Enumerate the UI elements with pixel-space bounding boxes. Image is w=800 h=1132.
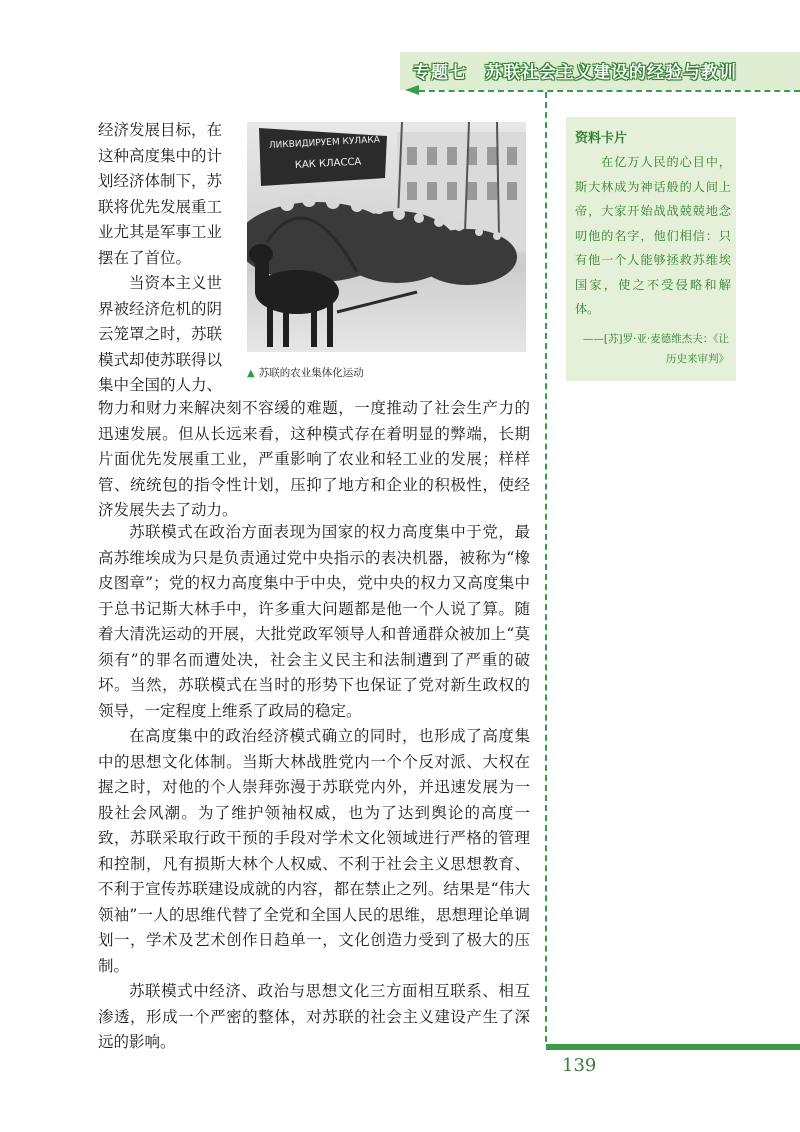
card-body: 在亿万人民的心目中，斯大林成为神话般的人间上帝，大家开始战战兢兢地念叨他的名字，他们相信：只有他一个人能够拯救苏维埃国家，使之不受侵略和解体。: [575, 155, 731, 316]
caption-text: 苏联的农业集体化运动: [258, 367, 364, 379]
paragraph-politics: 苏联模式在政治方面表现为国家的权力高度集中于党，最高苏维埃成为只是负责通过党中央指示的表决机器，被称为“橡皮图章”；党的权力高度集中于中央，党中央的权力又高度集中于总书记斯大林手中，许多重大问题都是他一个人说了算。随着大清洗运动的开展，大批党政军领导人和普通群众被加上“莫须有”的罪名而遭处决，社会主义民主和法制遭到了严重的破坏。当然，苏联模式在当时的形势下也保证了党对新生政权的领导，一定程度上维系了政局的稳定。: [98, 523, 530, 720]
text-line: 模式却使苏联得以: [98, 350, 223, 369]
text-line: 界被经济危机的阴: [98, 299, 223, 318]
paragraph-text: 物力和财力来解决刻不容缓的难题，一度推动了社会生产力的迅速发展。但从长远来看，这种模式存在着明显的弊端，长期片面优先发展重工业，严重影响了农业和轻工业的发展；样样管、统统包的指令性计划，压抑了地方和企业的积极性，使经济发展失去了动力。: [98, 399, 530, 519]
text-line: 这种高度集中的计: [98, 146, 223, 165]
text-line: 经济发展目标，在: [98, 121, 223, 139]
chapter-title: 专题七 苏联社会主义建设的经验与教训: [413, 63, 737, 83]
photo-illustration: [247, 122, 526, 352]
main-text: [98, 520, 530, 1056]
card-title: 资料卡片: [575, 131, 628, 146]
text-line: 划经济体制下，苏: [98, 172, 223, 190]
collectivization-photo: [247, 122, 526, 352]
text-line: 业尤其是军事工业: [98, 223, 223, 241]
left-column-text: [98, 118, 238, 399]
svg-text:ЛИКВИДИРУЕМ КУЛАКА: ЛИКВИДИРУЕМ КУЛАКА: [268, 135, 381, 151]
header-dashed-rule: [419, 90, 800, 92]
paragraph-economy-cont: [98, 396, 530, 524]
card-source: ——[苏]罗·亚·麦德维杰夫：《让历史来审判》: [582, 333, 729, 365]
text-line: 集中全国的人力、: [98, 376, 223, 394]
text-line: 云笼罩之时，苏联: [98, 325, 223, 343]
resource-card: [566, 117, 736, 381]
page-number: 139: [562, 1055, 597, 1076]
photo-caption: [247, 365, 364, 380]
svg-text:КАК КЛАССА: КАК КЛАССА: [294, 156, 362, 171]
paragraph-culture: 在高度集中的政治经济模式确立的同时，也形成了高度集中的思想文化体制。当斯大林战胜党内一个个反对派、大权在握之时，对他的个人崇拜弥漫于苏联党内外，并迅速发展为一股社会风潮。为了维护领袖权威，也为了达到舆论的高度一致，苏联采取行政干预的手段对学术文化领域进行严格的管理和控制，凡有损斯大林个人权威、不利于社会主义思想教育、不利于宣传苏联建设成就的内容，都在禁止之列。结果是“伟大领袖”一人的思维代替了全党和全国人民的思维，思想理论单调划一，学术及艺术创作日趋单一，文化创造力受到了极大的压制。: [98, 727, 530, 975]
caption-triangle-icon: ▲: [247, 368, 255, 379]
text-line: 联将优先发展重工: [98, 197, 223, 216]
header-arrow-icon: [405, 85, 419, 95]
paragraph-conclusion: 苏联模式中经济、政治与思想文化三方面相互联系、相互渗透，形成一个严密的整体，对苏联的社会主义建设产生了深远的影响。: [98, 982, 530, 1051]
footer-bar: [546, 1044, 800, 1050]
column-divider: [545, 92, 547, 1042]
text-line: 摆在了首位。: [98, 248, 192, 267]
text-line: 当资本主义世: [98, 274, 223, 292]
